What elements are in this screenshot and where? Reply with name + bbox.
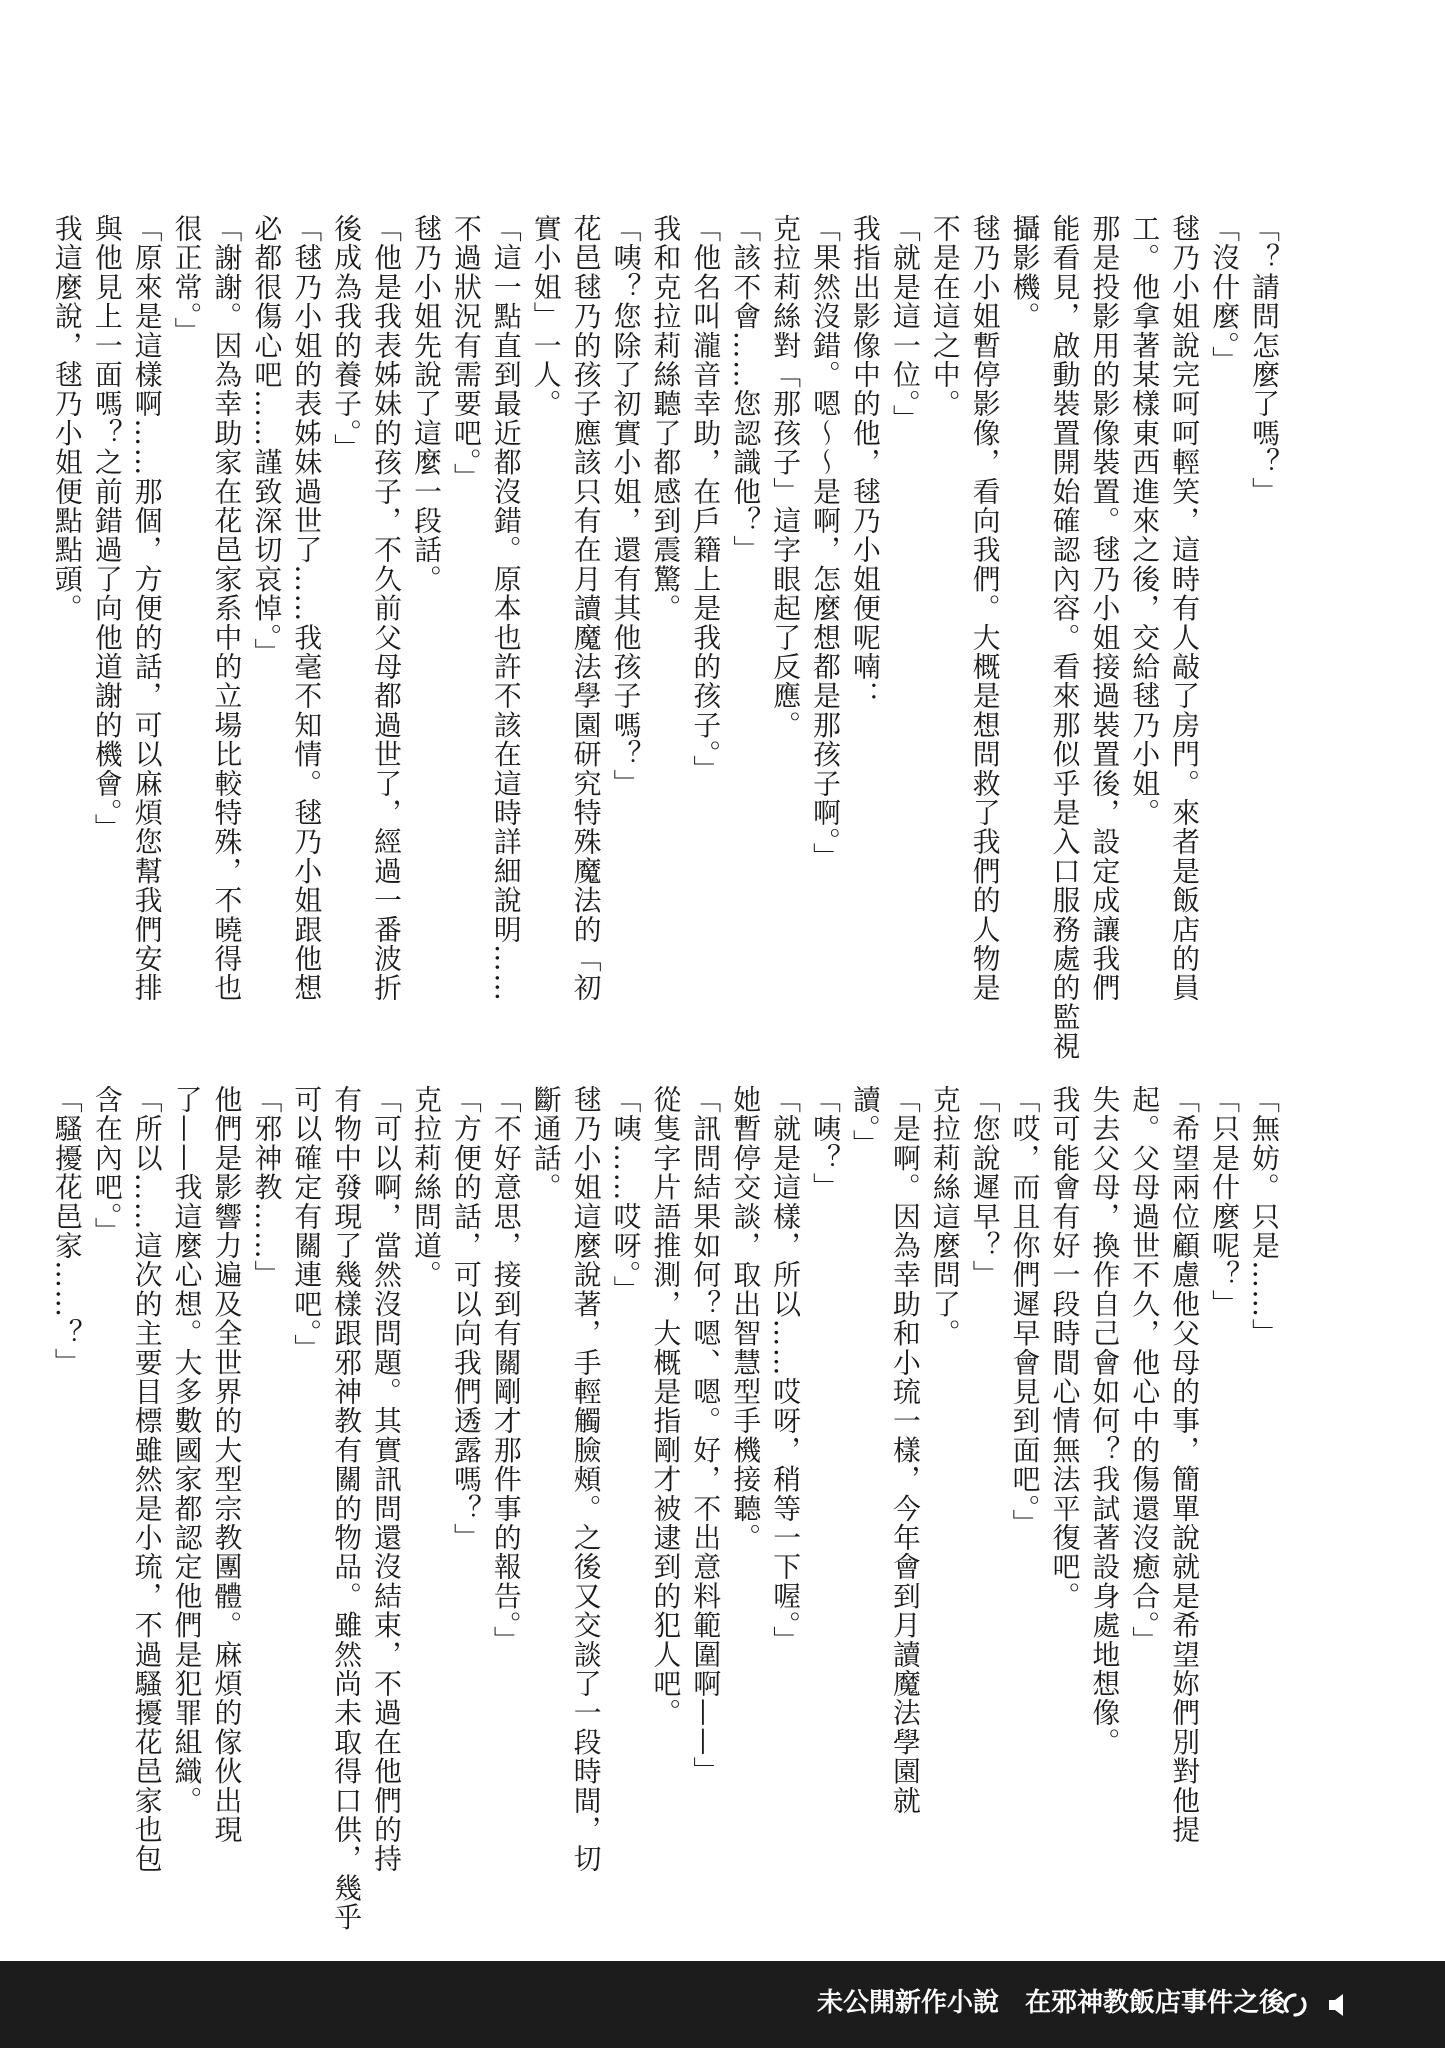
text-line: 我可能會有好一段時間心情無法平復吧。 (1047, 1085, 1081, 1611)
text-line: 「希望兩位顧慮他父母的事，簡單說就是希望妳們別對他提 (1167, 1085, 1201, 1845)
text-line: 「您說遲早？」 (967, 1085, 1001, 1290)
footer-bar (0, 1961, 1445, 2048)
text-block-top (49, 214, 1283, 1084)
text-line: 克拉莉絲問道。 (408, 1085, 442, 1290)
text-line: 「不好意思，接到有關剛才那件事的報告。」 (488, 1085, 522, 1656)
text-line: 失去父母，換作自己會如何？我試著設身處地想像。 (1087, 1085, 1121, 1757)
text-line: 有物中發現了幾樣跟邪神教有關的物品。雖然尚未取得口供，幾乎 (329, 1085, 363, 1932)
text-line: 克拉莉絲對「那孩子」這字眼起了反應。 (768, 214, 802, 740)
text-line: 「這一點直到最近都沒錯。原本也許不該在這時詳細說明…… (488, 214, 522, 1003)
text-line: 與他見上一面嗎？之前錯過了向他道謝的機會。」 (89, 214, 123, 843)
text-line: 他們是影響力遍及全世界的大型宗教團體。麻煩的傢伙出現 (209, 1085, 243, 1845)
text-line: 毬乃小姐暫停影像，看向我們。大概是想問救了我們的人物是 (967, 214, 1001, 1003)
text-line: 「是啊。因為幸助和小琉一樣，今年會到月讀魔法學園就 (887, 1085, 921, 1815)
text-line: 了——我這麼心想。大多數國家都認定他們是犯罪組織。 (169, 1085, 203, 1815)
text-line: 「咦？」 (808, 1085, 842, 1202)
text-line: 「騷擾花邑家……？」 (49, 1085, 83, 1377)
text-line: 斷通話。 (528, 1085, 562, 1202)
text-line: 不是在這之中。 (927, 214, 961, 419)
text-line: 「就是這一位。」 (887, 214, 921, 434)
footer-title: 未公開新作小說 在邪神教飯店事件之後 (816, 1988, 1285, 2018)
text-line: 「毬乃小姐的表姊妹過世了……我毫不知情。毬乃小姐跟他想 (289, 214, 323, 1003)
text-line: 「只是什麼呢？」 (1207, 1085, 1241, 1319)
text-line: 「沒什麼。」 (1207, 214, 1241, 376)
text-line: 不過狀況有需要吧。」 (448, 214, 482, 493)
text-line: 從隻字片語推測，大概是指剛才被逮到的犯人吧。 (648, 1085, 682, 1728)
text-line: 「所以……這次的主要目標雖然是小琉，不過騷擾花邑家也包 (129, 1085, 163, 1874)
text-line: 那是投影用的影像裝置。毬乃小姐接過裝置後，設定成讓我們 (1087, 214, 1121, 1003)
loading-spinner-icon[interactable] (1281, 1991, 1309, 2019)
text-line: 後成為我的養子。」 (329, 214, 363, 463)
text-line: 實小姐」一人。 (528, 214, 562, 419)
text-line: 「該不會……您認識他？」 (728, 214, 762, 565)
text-line: 必都很傷心吧……謹致深切哀悼。」 (249, 214, 283, 668)
text-line: 「咦……哎呀。」 (608, 1085, 642, 1305)
text-line: 很正常。」 (169, 214, 203, 347)
text-line: 「訊問結果如何？嗯、嗯。好，不出意料範圍啊——」 (688, 1085, 722, 1786)
text-line: 讀。」 (847, 1085, 881, 1159)
text-line: 可以確定有關連吧。」 (289, 1085, 323, 1364)
text-line: 毬乃小姐說完呵呵輕笑，這時有人敲了房門。來者是飯店的員 (1167, 214, 1201, 1003)
text-line: 起。父母過世不久，他心中的傷還沒癒合。」 (1127, 1085, 1161, 1656)
text-line: 「原來是這樣啊……那個，方便的話，可以麻煩您幫我們安排 (129, 214, 163, 1003)
text-line: 攝影機。 (1007, 214, 1041, 331)
text-line: 「哎，而且你們遲早會見到面吧。」 (1007, 1085, 1041, 1539)
text-line: 我和克拉莉絲聽了都感到震驚。 (648, 214, 682, 623)
text-line: 「就是這樣，所以……哎呀，稍等一下喔。」 (768, 1085, 802, 1656)
text-line: 能看見，啟動裝置開始確認內容。看來那似乎是入口服務處的監視 (1047, 214, 1081, 1061)
text-line: 花邑毬乃的孩子應該只有在月讀魔法學園研究特殊魔法的「初 (568, 214, 602, 1003)
footer-controls (1281, 1991, 1353, 2019)
text-line: 我指出影像中的他，毬乃小姐便呢喃： (847, 214, 881, 711)
text-line: 毬乃小姐先說了這麼一段話。 (408, 214, 442, 594)
text-line: 含在內吧。」 (89, 1085, 123, 1247)
text-line: 「方便的話，可以向我們透露嗎？」 (448, 1085, 482, 1553)
text-line: 毬乃小姐這麼說著，手輕觸臉頰。之後又交談了一段時間，切 (568, 1085, 602, 1874)
text-line: 她暫停交談，取出智慧型手機接聽。 (728, 1085, 762, 1553)
text-line: 克拉莉絲這麼問了。 (927, 1085, 961, 1348)
text-line: 「果然沒錯。嗯〜〜是啊，怎麼想都是那孩子啊。」 (808, 214, 842, 872)
text-line: 工。他拿著某樣東西進來之後，交給毬乃小姐。 (1127, 214, 1161, 828)
text-line: 「謝謝。因為幸助家在花邑家系中的立場比較特殊，不曉得也 (209, 214, 243, 1003)
text-line: 我這麼說，毬乃小姐便點點頭。 (49, 214, 83, 623)
text-line: 「他是我表姊妹的孩子，不久前父母都過世了，經過一番波折 (369, 214, 403, 1003)
text-line: 「可以啊，當然沒問題。其實訊問還沒結束，不過在他們的持 (369, 1085, 403, 1874)
text-line: 「無妨。只是……」 (1247, 1085, 1280, 1348)
text-block-bottom (49, 1085, 1283, 1950)
text-line: 「？請問怎麼了嗎？」 (1247, 214, 1280, 506)
speaker-icon[interactable] (1325, 1991, 1353, 2019)
text-line: 「邪神教……」 (249, 1085, 283, 1290)
text-line: 「他名叫瀧音幸助，在戶籍上是我的孩子。」 (688, 214, 722, 785)
text-line: 「咦？您除了初實小姐，還有其他孩子嗎？」 (608, 214, 642, 798)
